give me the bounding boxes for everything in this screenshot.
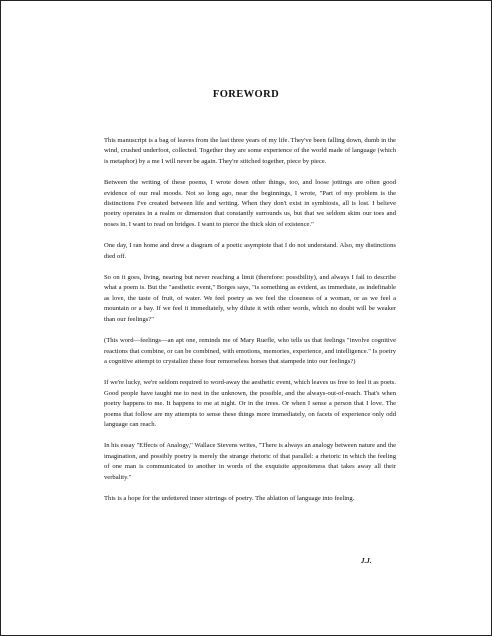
paragraph-4: So on it goes, living, nearing but never reaching a limit (therefore: possibility), and always I fail to describe what a poem is. But the "aesthetic event," Borges says, "is something as evident, as immediate, as indefinable as love, the taste of fruit, of water. We feel poetry as we feel the closeness of a woman, or as we feel a mountain or a bay. If we feel it immediately, why dilute it with other words, which no doubt will be weaker than our feelings?" — [104, 274, 396, 323]
page-title: FOREWORD — [212, 89, 280, 100]
paragraph-3: One day, I ran home and drew a diagram of a poetic asymptote that I do not understand. Also, my distinctions died off. — [104, 242, 396, 260]
foreword-body — [104, 136, 396, 515]
paragraph-8: This is a hope for the unfettered inner stirrings of poetry. The ablation of language into feeling. — [104, 494, 355, 502]
paragraph-5: (This word—feelings—an apt one, reminds me of Mary Ruefle, who tells us that feelings "involve cognitive reactions that combine, or can be combined, with emotions, memories, experience, and intelligence." Is poetry a cognitive attempt to crystalize these four remorseless horses that stampede into our feelings?) — [104, 337, 396, 365]
paragraph-7: In his essay "Effects of Analogy," Wallace Stevens writes, "There is always an analogy between nature and the imagination, and possibly poetry is merely the strange rhetoric of that parallel: a rhetoric in which the feeling of one man is communicated to another in words of the exquisite appositeness that takes away all their verbality." — [104, 442, 396, 481]
paragraph-1: This manuscript is a bag of leaves from the last three years of my life. They've been falling down, dumb in the wind, crushed underfoot, collected. Together they are some experience of the world made of language (which is metaphor) by a me I will never be again. They're stitched together, piece by piece. — [104, 137, 396, 165]
author-signature: J.J. — [361, 557, 372, 565]
paragraph-6: If we're lucky, we're seldom required to word-away the aesthetic event, which leaves us free to feel it as poets. Good people have taught me to nest in the unknown, the possible, and the always-out-of-reach. That's when poetry happens to me. It happens to me at night. Or in the trees. Or when I sense a person that I love. The poems that follow are my attempts to sense these things more immediately, on facets of experience only odd language can reach. — [104, 379, 396, 428]
paragraph-2: Between the writing of these poems, I wrote down other things, too, and loose jottings are often good evidence of our real moods. Not so long ago, near the beginnings, I wrote, "Part of my problem is the distinctions I've created between life and writing. When they don't exist in symbiosis, all is lost. I believe poetry operates in a realm or dimension that constantly surrounds us, but that we seldom skim our toes and noses in. I want to read on bridges. I want to pierce the thick skin of existence." — [104, 179, 396, 228]
